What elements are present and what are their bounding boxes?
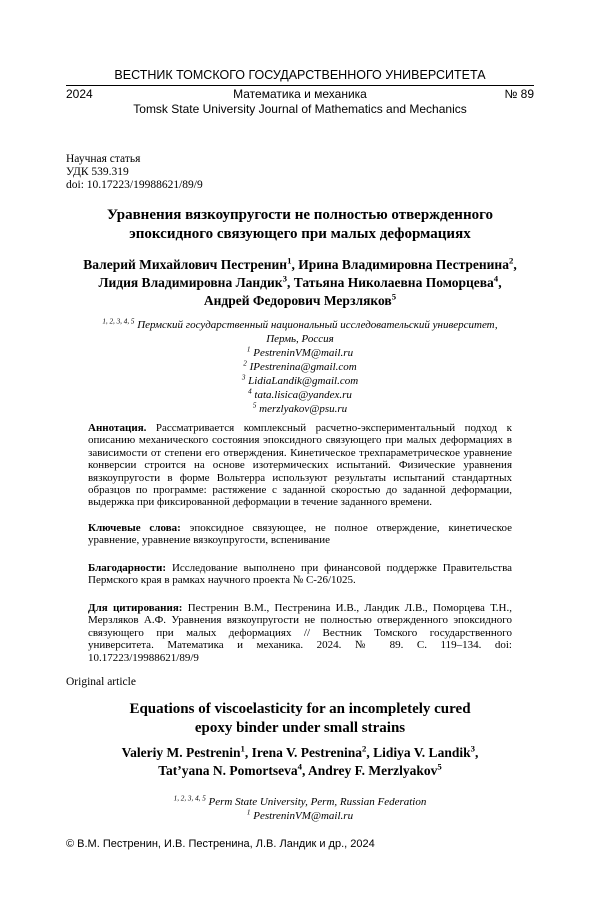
author-sup: 5 xyxy=(391,291,397,302)
email: IPestrenina@gmail.com xyxy=(249,361,357,373)
doi: doi: 10.17223/19988621/89/9 xyxy=(66,179,203,191)
author-sup: 2 xyxy=(362,743,367,754)
keywords-label: Ключевые слова: xyxy=(88,522,181,534)
email: PestreninVM@mail.ru xyxy=(253,347,354,359)
affiliation-ru xyxy=(60,318,540,416)
author-name: Valeriy M. Pestrenin xyxy=(121,745,241,760)
author-name: Tat’yana N. Pomortseva xyxy=(158,763,298,778)
title-ru-line2: эпоксидного связующего при малых деформациях xyxy=(129,226,471,242)
title-en xyxy=(60,700,540,738)
email-line: $^2$ IPestrenina@gmail.com xyxy=(243,359,357,373)
article-type: Научная статья xyxy=(66,153,141,165)
journal-year: 2024 xyxy=(66,87,93,101)
journal-title-en: Tomsk State University Journal of Mathematics and Mechanics xyxy=(133,102,467,116)
email: merzlyakov@psu.ru xyxy=(259,403,348,415)
ack-text: Исследование выполнено при финансовой поддержке Правительства Пермского края в рамках научного проекта № С-26/1025. xyxy=(88,562,513,587)
author-name: Lidiya V. Landik xyxy=(373,745,471,760)
author-name: Andrey F. Merzlyakov xyxy=(308,763,438,778)
header-rule xyxy=(66,85,534,86)
author-sup: 3 xyxy=(282,273,287,284)
author-name: Валерий Михайлович Пестренин xyxy=(83,257,288,272)
title-ru xyxy=(60,206,540,244)
author-name: Татьяна Николаевна Поморцева xyxy=(293,275,494,290)
keywords-text: эпоксидное связующее, не полное отверждение, кинетическое уравнение, уравнение вязкоупругости, вспенивание xyxy=(88,522,513,547)
affil-line2: Пермь, Россия xyxy=(266,333,334,345)
affiliation-en xyxy=(60,795,540,823)
affil-sup: 1, 2, 3, 4, 5 xyxy=(102,317,135,326)
journal-section: Математика и механика xyxy=(233,87,367,101)
email-line: $^1$ PestreninVM@mail.ru xyxy=(246,345,354,359)
copyright: © В.М. Пестренин, И.В. Пестренина, Л.В. Ландик и др., 2024 xyxy=(66,838,375,850)
cite-label: Для цитирования: xyxy=(88,602,183,614)
email-line: $^5$ merzlyakov@psu.ru xyxy=(252,401,348,415)
article-type-en: Original article xyxy=(66,676,136,688)
affil-sup: 1, 2, 3, 4, 5 xyxy=(173,794,206,803)
keywords xyxy=(88,522,512,547)
abstract xyxy=(88,422,512,509)
author-name: Андрей Федорович Мерзляков xyxy=(203,293,392,308)
journal-issue: № 89 xyxy=(504,87,534,101)
authors-ru: Валерий Михайлович Пестренин$^1$, Ирина Владимировна Пестренина$^2$, Лидия Владимировна Ландик$^3$, Татьяна Николаевна Поморцева$^4$, Андрей Федорович Мерзляков$^5$ xyxy=(83,255,517,308)
author-sup: 3 xyxy=(470,743,475,754)
author-sup: 2 xyxy=(508,255,514,266)
udc: УДК 539.319 xyxy=(66,166,129,178)
author-name: Ирина Владимировна Пестренина xyxy=(298,257,509,272)
email: tata.lisica@yandex.ru xyxy=(254,389,352,401)
author-sup: 1 xyxy=(240,743,245,754)
author-name: Лидия Владимировна Ландик xyxy=(98,275,283,290)
title-en-line1: Equations of viscoelasticity for an incompletely cured xyxy=(129,701,471,717)
author-name: Irena V. Pestrenina xyxy=(251,745,363,760)
affil-line1: Пермский государственный национальный исследовательский университет, xyxy=(137,319,498,331)
cite-text: Пестренин В.М., Пестренина И.В., Ландик Л.В., Поморцева Т.Н., Мерзляков А.Ф. Уравнения вязкоупругости не полностью отвержденного эпоксидного связующего при малых деформациях // Вестник Томского государственного университета. Математика и механика. 2024. № 89. С. 119–134. doi: 10.17223/19988621/89/9 xyxy=(88,602,513,664)
abstract-text: Рассматривается комплексный расчетно-экспериментальный подход к описанию механического состояния эпоксидного связующего при малых деформациях в зависимости от степени его отверждения. Кинетическое трехпараметрическое уравнение конверсии строится на основе изотермических испытаний. Физические уравнения вязкоупругости в форме Вольтерра используют результаты испытаний стандартных образцов по программе: растяжение с заданной скоростью до заданной деформации, выдержка при фиксированной деформации в течение заданного времени. xyxy=(88,422,512,509)
title-ru-line1: Уравнения вязкоупругости не полностью отвержденного xyxy=(106,207,494,223)
acknowledgements xyxy=(88,562,512,587)
email: LidiaLandik@gmail.com xyxy=(248,375,359,387)
email: PestreninVM@mail.ru xyxy=(253,810,354,822)
abstract-label: Аннотация. xyxy=(88,422,147,434)
ack-label: Благодарности: xyxy=(88,562,167,574)
journal-title: ВЕСТНИК ТОМСКОГО ГОСУДАРСТВЕННОГО УНИВЕРСИТЕТА xyxy=(114,68,486,82)
author-sup: 4 xyxy=(493,273,499,284)
authors-en: Valeriy M. Pestrenin$^1$, Irena V. Pestrenina$^2$, Lidiya V. Landik$^3$, Tat’yana N. Pomortseva$^4$, Andrey F. Merzlyakov$^5$ xyxy=(121,743,479,778)
email-line: $^3$ LidiaLandik@gmail.com xyxy=(241,373,359,387)
title-en-line2: epoxy binder under small strains xyxy=(194,720,406,736)
author-sup: 4 xyxy=(297,761,302,772)
affil-en: Perm State University, Perm, Russian Federation xyxy=(208,796,427,808)
citation xyxy=(88,602,512,664)
author-sup: 5 xyxy=(437,761,442,772)
email-line: $^1$ PestreninVM@mail.ru xyxy=(246,808,354,822)
email-line: $^4$ tata.lisica@yandex.ru xyxy=(248,387,352,401)
author-sup: 1 xyxy=(287,255,292,266)
